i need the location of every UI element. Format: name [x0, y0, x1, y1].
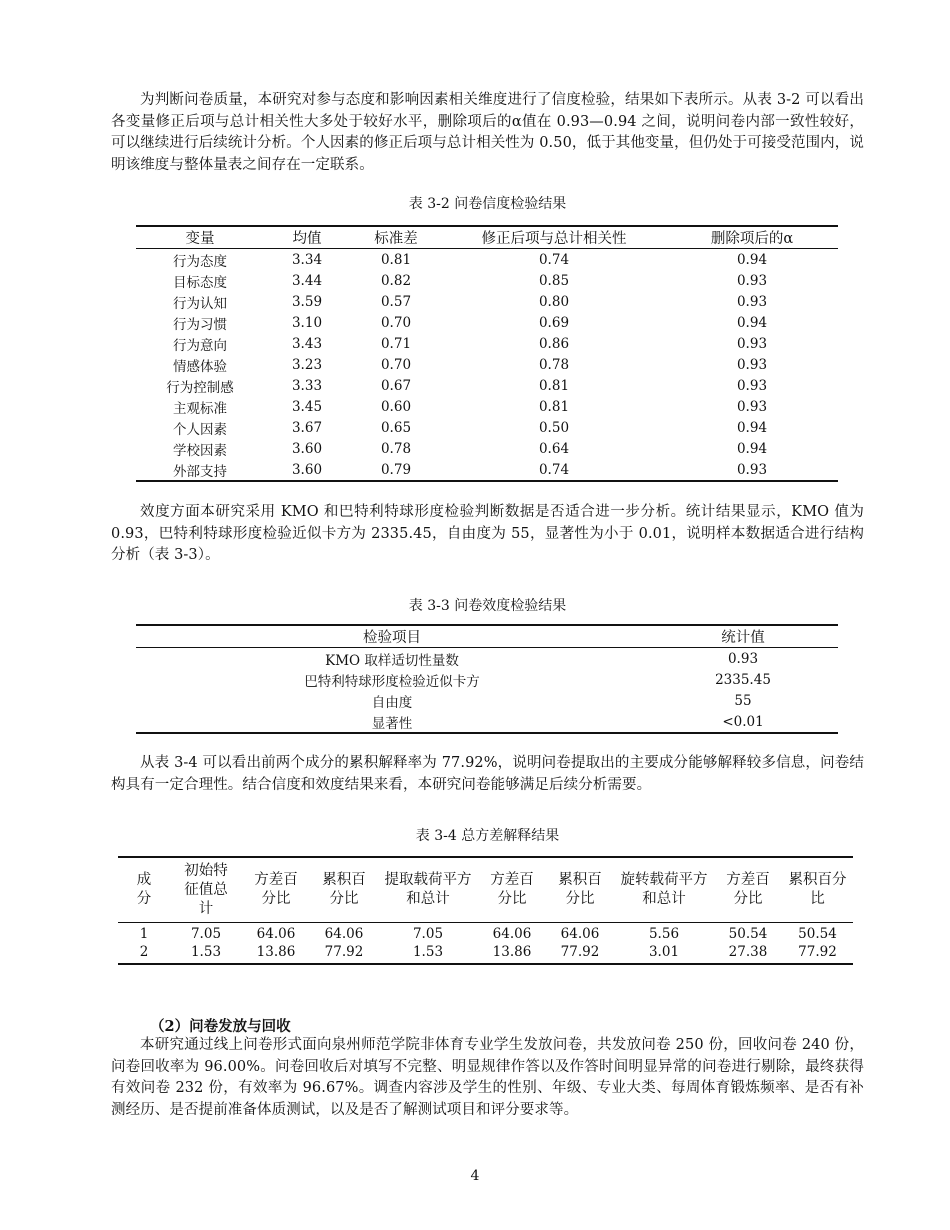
table-cell: 2	[139, 944, 149, 960]
table-cell: 0.80	[538, 293, 570, 310]
table-row	[136, 354, 838, 375]
table-row	[136, 438, 838, 459]
table-cell: 0.50	[538, 419, 570, 436]
paragraph-variance-intro: 从表 3-4 可以看出前两个成分的累积解释率为 77.92%，说明问卷提取出的主要成分能够解释较多信息，问卷结构具有一定合理性。结合信度和效度结果来看，本研究问卷能够满足后续分析需要。	[111, 755, 864, 793]
table-3-2-caption: 表 3-2 问卷信度检验结果	[408, 196, 567, 212]
table-cell: 3.33	[291, 377, 323, 394]
table-cell: 7.05	[412, 926, 444, 942]
table-cell: 3.60	[291, 461, 323, 478]
table-cell: 13.86	[492, 944, 532, 960]
table-cell: 0.79	[380, 461, 412, 478]
header-cell: 方差百分比	[242, 857, 310, 923]
header-cell: 修正后项与总计相关性	[442, 226, 666, 249]
table-row	[136, 459, 838, 481]
table-row	[118, 923, 853, 944]
header-cell: 标准差	[350, 226, 442, 249]
table-cell: 行为认知	[173, 295, 227, 312]
table-cell: 0.93	[736, 293, 768, 310]
table-cell: 0.94	[736, 419, 768, 436]
variance-table	[118, 856, 853, 965]
header-cell: 成分	[118, 857, 170, 923]
table-cell: 3.67	[291, 419, 323, 436]
header-cell: 删除项后的α	[666, 226, 838, 249]
table-row	[136, 711, 838, 733]
table-cell: 1	[139, 926, 149, 942]
header-cell: 提取载荷平方和总计	[378, 857, 478, 923]
table-cell: 77.92	[560, 944, 600, 960]
header-cell: 初始特征值总计	[170, 857, 242, 923]
table-cell: 行为控制感	[166, 379, 234, 396]
table-cell: 0.74	[538, 251, 570, 268]
table-row	[136, 669, 838, 690]
table-cell: 0.71	[380, 335, 412, 352]
table-cell: 0.85	[538, 272, 570, 289]
table-header-row	[118, 857, 853, 923]
table-cell: 27.38	[728, 944, 768, 960]
table-cell: 64.06	[324, 926, 364, 942]
table-3-3-caption: 表 3-3 问卷效度检验结果	[408, 598, 567, 614]
table-cell: 0.57	[380, 293, 412, 310]
table-row	[136, 333, 838, 354]
table-cell: 3.34	[291, 251, 323, 268]
table-row	[136, 249, 838, 271]
table-row	[136, 417, 838, 438]
table-cell: 0.94	[736, 251, 768, 268]
table-cell: 2335.45	[715, 671, 771, 688]
table-cell: 0.81	[380, 251, 412, 268]
table-cell: 0.67	[380, 377, 412, 394]
paragraph-reliability-intro: 为判断问卷质量，本研究对参与态度和影响因素相关维度进行了信度检验，结果如下表所示。从表 3-2 可以看出各变量修正后项与总计相关性大多处于较好水平，删除项后的α值在 0.93—0.94 之间，说明问卷内部一致性较好，可以继续进行后续统计分析。个人因素的修正后项与总计相关性为 0.50，低于其他变量，但仍处于可接受范围内，说明该维度与整体量表之间存在一定联系。	[111, 92, 864, 173]
table-cell: 巴特利特球形度检验近似卡方	[304, 673, 480, 690]
table-cell: 显著性	[371, 715, 413, 732]
header-cell: 累积百分比	[782, 857, 853, 923]
table-cell: 0.93	[736, 377, 768, 394]
table-cell: 0.81	[538, 377, 570, 394]
table-cell: 目标态度	[173, 274, 227, 291]
table-cell: 3.44	[291, 272, 323, 289]
table-cell: 50.54	[728, 926, 768, 942]
table-3-4-caption: 表 3-4 总方差解释结果	[415, 828, 560, 844]
table-header-row	[136, 625, 838, 648]
table-cell: 77.92	[798, 944, 837, 960]
table-row	[136, 690, 838, 711]
paragraph-validity-intro: 效度方面本研究采用 KMO 和巴特利特球形度检验判断数据是否适合进一步分析。统计结果显示，KMO 值为 0.93，巴特利特球形度检验近似卡方为 2335.45，自由度为 55，显著性为小于 0.01，说明样本数据适合进行结构分析（表 3-3）。	[111, 504, 864, 563]
table-cell: 0.70	[380, 356, 412, 373]
table-cell: 行为意向	[173, 337, 227, 354]
table-cell: 0.82	[380, 272, 412, 289]
table-cell: 64.06	[256, 926, 296, 942]
table-cell: KMO 取样适切性量数	[325, 652, 459, 669]
table-cell: 0.94	[736, 314, 768, 331]
table-header-row	[136, 226, 838, 249]
table-cell: 77.92	[324, 944, 364, 960]
header-cell: 累积百分比	[310, 857, 378, 923]
table-cell: 0.69	[538, 314, 570, 331]
table-row	[118, 943, 853, 964]
table-row	[136, 291, 838, 312]
table-cell: 3.01	[648, 944, 680, 960]
header-cell: 检验项目	[136, 625, 648, 648]
table-cell: 0.94	[736, 440, 768, 457]
table-cell: 5.56	[648, 926, 680, 942]
header-cell: 旋转载荷平方和总计	[614, 857, 714, 923]
table-cell: 行为习惯	[173, 316, 227, 333]
table-cell: 64.06	[560, 926, 600, 942]
header-cell: 统计值	[648, 625, 838, 648]
section-subheading: （2）问卷发放与回收	[150, 1018, 291, 1035]
table-cell: 主观标准	[173, 400, 227, 417]
table-cell: 3.60	[291, 440, 323, 457]
table-cell: 0.78	[380, 440, 412, 457]
page-number: 4	[470, 1168, 480, 1184]
table-cell: 3.45	[291, 398, 323, 415]
table-row	[136, 312, 838, 333]
table-cell: 1.53	[190, 944, 222, 960]
reliability-table	[136, 225, 838, 482]
validity-table	[136, 624, 838, 734]
table-cell: 0.93	[736, 356, 768, 373]
header-cell: 累积百分比	[546, 857, 614, 923]
table-cell: 7.05	[190, 926, 222, 942]
table-cell: 0.74	[538, 461, 570, 478]
table-cell: 50.54	[798, 926, 837, 942]
table-row	[136, 648, 838, 670]
table-row	[136, 375, 838, 396]
table-cell: 情感体验	[173, 358, 227, 375]
table-cell: 学校因素	[173, 442, 227, 459]
table-cell: 0.93	[727, 650, 759, 667]
table-cell: 3.43	[291, 335, 323, 352]
table-cell: 0.93	[736, 398, 768, 415]
table-cell: 1.53	[412, 944, 444, 960]
table-cell: 0.60	[380, 398, 412, 415]
table-cell: 0.65	[380, 419, 412, 436]
header-cell: 变量	[136, 226, 264, 249]
table-cell: 55	[734, 692, 752, 709]
table-cell: 0.64	[538, 440, 570, 457]
header-cell: 均值	[264, 226, 350, 249]
table-row	[136, 396, 838, 417]
table-cell: 13.86	[256, 944, 296, 960]
table-cell: 自由度	[371, 694, 413, 711]
header-cell: 方差百分比	[714, 857, 782, 923]
paragraph-survey-body: 本研究通过线上问卷形式面向泉州师范学院非体育专业学生发放问卷，共发放问卷 250 份，回收问卷 240 份，问卷回收率为 96.00%。问卷回收后对填写不完整、明显规律作答以及作答时间明显异常的问卷进行剔除，最终获得有效问卷 232 份，有效率为 96.67%。调查内容涉及学生的性别、年级、专业大类、每周体育锻炼频率、是否有补测经历、是否提前准备体质测试，以及是否了解测试项目和评分要求等。	[111, 1037, 864, 1118]
table-cell: 个人因素	[173, 421, 227, 438]
table-cell: 0.70	[380, 314, 412, 331]
table-cell: 0.78	[538, 356, 570, 373]
table-cell: <0.01	[722, 713, 764, 730]
table-cell: 行为态度	[173, 253, 227, 270]
table-cell: 0.93	[736, 335, 768, 352]
table-cell: 0.86	[538, 335, 570, 352]
header-cell: 方差百分比	[478, 857, 546, 923]
table-cell: 外部支持	[173, 463, 227, 480]
table-cell: 3.23	[291, 356, 323, 373]
table-cell: 0.93	[736, 461, 768, 478]
table-row	[136, 270, 838, 291]
table-cell: 3.10	[291, 314, 323, 331]
table-cell: 3.59	[291, 293, 323, 310]
table-cell: 0.93	[736, 272, 768, 289]
table-cell: 0.81	[538, 398, 570, 415]
table-cell: 64.06	[492, 926, 532, 942]
